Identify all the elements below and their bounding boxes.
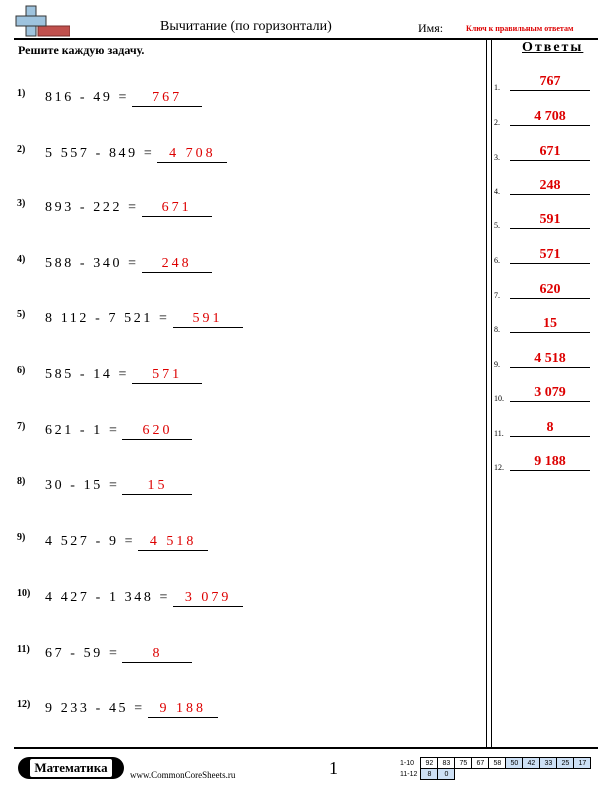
answer-value: 571 [510, 247, 590, 264]
problem-number: 6) [17, 365, 26, 376]
problem-item [0, 198, 470, 238]
problem-answer: 571 [132, 367, 202, 384]
problem-expression: 67 - 59 = [45, 646, 120, 661]
score-cell: 8 [421, 769, 438, 780]
problem-item [0, 254, 470, 294]
problem-expression: 816 - 49 = [45, 90, 130, 105]
answer-number: 7. [494, 291, 500, 300]
problem-number: 3) [17, 198, 26, 209]
score-cell: 83 [438, 758, 455, 769]
panel-divider-left [486, 38, 487, 747]
answer-value: 767 [510, 74, 590, 91]
problem-item [0, 309, 470, 349]
problem-number: 10) [17, 588, 31, 599]
score-cell: 92 [421, 758, 438, 769]
problem-number: 12) [17, 699, 31, 710]
problem-answer: 4 708 [157, 146, 227, 163]
answer-row [494, 202, 604, 232]
problem-item [0, 699, 470, 739]
problem-number: 11) [17, 644, 30, 655]
score-cell: 17 [574, 758, 591, 769]
answer-value: 620 [510, 282, 590, 299]
score-row-label: 1-10 [400, 759, 415, 767]
problem-answer: 767 [132, 90, 202, 107]
answer-number: 8. [494, 325, 500, 334]
score-cell: 25 [557, 758, 574, 769]
problem-number: 8) [17, 476, 26, 487]
problem-number: 4) [17, 254, 26, 265]
answer-row [494, 341, 604, 371]
problem-expression: 621 - 1 = [45, 423, 120, 438]
instructions: Решите каждую задачу. [18, 43, 145, 57]
problem-answer: 3 079 [173, 590, 243, 607]
answer-number: 5. [494, 221, 500, 230]
problem-number: 1) [17, 88, 26, 99]
problem-item [0, 476, 470, 516]
score-cell: 33 [540, 758, 557, 769]
problem-number: 2) [17, 144, 26, 155]
problem-answer: 671 [142, 200, 212, 217]
problem-answer: 591 [173, 311, 243, 328]
answer-number: 2. [494, 118, 500, 127]
answer-value: 248 [510, 178, 590, 195]
answer-row [494, 168, 604, 198]
problem-item [0, 365, 470, 405]
answer-row [494, 99, 604, 129]
answer-number: 9. [494, 360, 500, 369]
problem-expression: 5 557 - 849 = [45, 146, 155, 161]
answer-value: 9 188 [510, 454, 590, 471]
problem-expression: 4 427 - 1 348 = [45, 590, 171, 605]
answer-row [494, 410, 604, 440]
score-cell: 50 [506, 758, 523, 769]
score-cell: 67 [472, 758, 489, 769]
problem-expression: 588 - 340 = [45, 256, 139, 271]
answer-number: 11. [494, 429, 504, 438]
plus-sign-logo-icon [14, 4, 70, 38]
header-divider [14, 38, 598, 40]
panel-divider-right [491, 38, 492, 747]
problem-expression: 893 - 222 = [45, 200, 139, 215]
answers-heading: Ответы [522, 40, 584, 55]
problem-expression: 8 112 - 7 521 = [45, 311, 170, 326]
answer-value: 671 [510, 144, 590, 161]
problem-number: 5) [17, 309, 26, 320]
score-table [398, 757, 591, 780]
problem-answer: 620 [122, 423, 192, 440]
answer-row [494, 237, 604, 267]
problem-number: 9) [17, 532, 26, 543]
problem-item [0, 644, 470, 684]
problem-answer: 8 [122, 646, 192, 663]
score-row-label: 11-12 [400, 770, 418, 778]
problem-item [0, 144, 470, 184]
answer-value: 3 079 [510, 385, 590, 402]
answer-row [494, 306, 604, 336]
problem-expression: 585 - 14 = [45, 367, 130, 382]
brand-badge [18, 757, 124, 779]
score-row [398, 769, 591, 780]
score-cell: 0 [438, 769, 455, 780]
score-cell: 58 [489, 758, 506, 769]
answer-row [494, 64, 604, 94]
answer-number: 4. [494, 187, 500, 196]
answer-value: 15 [510, 316, 590, 333]
score-cell: 75 [455, 758, 472, 769]
answer-row [494, 444, 604, 474]
footer-divider [14, 747, 598, 749]
answer-row [494, 134, 604, 164]
problem-answer: 4 518 [138, 534, 208, 551]
answer-number: 10. [494, 394, 504, 403]
problem-number: 7) [17, 421, 26, 432]
problem-item [0, 532, 470, 572]
problem-answer: 15 [122, 478, 192, 495]
answer-row [494, 272, 604, 302]
score-row [398, 758, 591, 769]
answer-number: 6. [494, 256, 500, 265]
answer-row [494, 375, 604, 405]
problem-expression: 4 527 - 9 = [45, 534, 136, 549]
answer-value: 4 708 [510, 109, 590, 126]
answer-value: 4 518 [510, 351, 590, 368]
problem-answer: 248 [142, 256, 212, 273]
problem-answer: 9 188 [148, 701, 218, 718]
site-url: www.CommonCoreSheets.ru [130, 770, 236, 780]
score-cell: 42 [523, 758, 540, 769]
problem-item [0, 421, 470, 461]
answer-value: 591 [510, 212, 590, 229]
name-label: Имя: [418, 21, 444, 35]
answer-number: 12. [494, 463, 504, 472]
page-number: 1 [329, 758, 338, 778]
brand-label: Математика [30, 759, 111, 777]
problem-item [0, 88, 470, 128]
problem-item [0, 588, 470, 628]
problem-expression: 9 233 - 45 = [45, 701, 145, 716]
answer-key-label: Ключ к правильным ответам [466, 24, 574, 33]
worksheet-title: Вычитание (по горизонтали) [160, 19, 332, 34]
answer-value: 8 [510, 420, 590, 437]
problem-expression: 30 - 15 = [45, 478, 120, 493]
answer-number: 3. [494, 153, 500, 162]
answer-number: 1. [494, 83, 500, 92]
